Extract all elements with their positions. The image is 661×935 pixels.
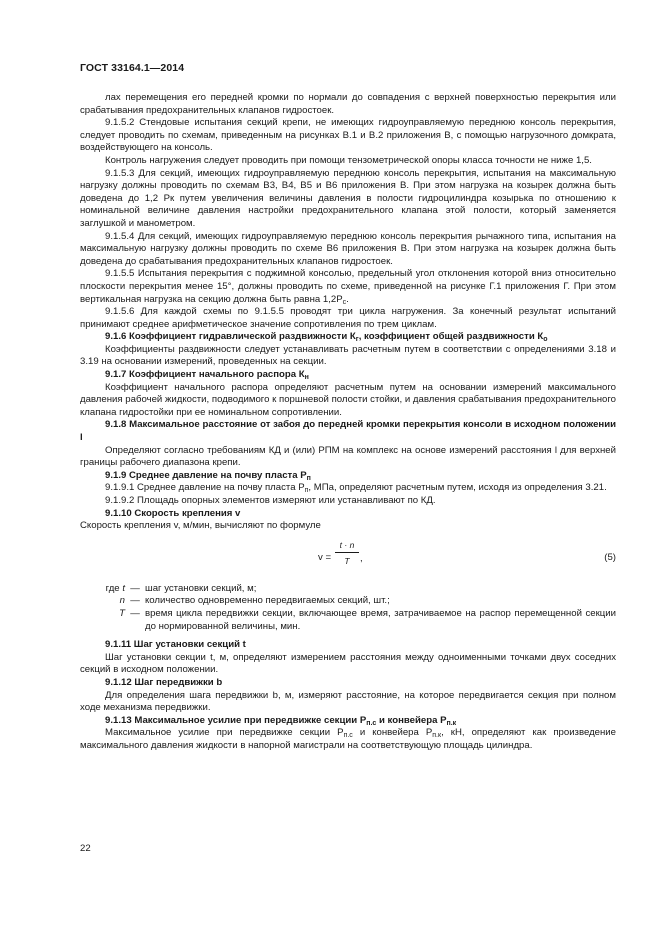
section-heading [80,369,616,382]
paragraph-text: Скорость крепления v, м/мин, вычисляют по формуле [80,520,321,532]
paragraph-text: 9.1.9 Среднее давление на почву пласта Р [105,469,307,481]
paragraph-text: . [346,293,349,305]
subscript: п [306,474,311,482]
subscript: п.с [366,719,377,727]
definition-dash: — [130,607,140,619]
paragraph [80,727,616,752]
paragraph-text: Для определения шага передвижки b, м, измеряют расстояние, на которое передвигается секция при полном ходе механизма передвижки. [80,689,616,714]
paragraph-text: Определяют согласно требованиям КД и (или) РПМ на комплекс на основе измерений расстояния l для верхней границы рабочего диапазона крепи. [80,444,616,469]
subscript: о [543,336,548,344]
paragraph-text: Контроль нагружения следует проводить при помощи тензометрической опоры класса точности не ниже 1,5. [105,154,592,166]
paragraph [80,652,616,677]
paragraph-text: 9.1.13 Максимальное усилие при передвижке секции Р [105,714,367,726]
section-heading [80,639,616,652]
paragraph [80,155,616,168]
section-heading [80,508,616,521]
formula-trail: , [360,552,363,564]
definition-row [80,595,616,608]
subscript: г [355,336,359,344]
paragraph [80,92,616,117]
definition-row [80,583,616,596]
paragraph-text: 9.1.5.6 Для каждой схемы по 9.1.5.5 проводят три цикла нагружения. За конечный результат испытаний принимают среднее арифметическое значение сопротивления по трем циклам. [80,306,616,330]
paragraph-text: 9.1.9.2 Площадь опорных элементов измеряют или устанавливают по КД. [105,495,436,506]
paragraph-text: 9.1.6 Коэффициент гидравлической раздвижности К [105,331,356,343]
document-body [80,92,616,753]
paragraph-text: , коэффициент общей раздвижности К [358,331,544,343]
formula-fraction [335,539,359,568]
paragraph [80,482,616,495]
formula-number: (5) [604,551,616,563]
section-heading [80,419,616,444]
paragraph-text: 9.1.5.2 Стендовые испытания секций крепи, не имеющих гидроуправляемую переднюю консоль перекрытия, следует проводить по схемам, приведенным на рисунках В.1 и В.2 приложения В, с помощью нагрузочного домкрата, воздействующего на консоль. [80,117,616,154]
paragraph-text: 9.1.8 Максимальное расстояние от забоя до передней кромки перекрытия консоли в исходном положении l [80,419,616,444]
formula-fraction-bar [335,552,359,553]
paragraph [80,231,616,269]
paragraph [80,445,616,470]
document-header: ГОСТ 33164.1—2014 [80,62,185,74]
paragraph-text: 9.1.5.3 Для секций, имеющих гидроуправляемую переднюю консоль перекрытия, испытания на максимальную нагрузку должны проводить по схемам В3, В4, В5 и В6 приложения В. При этом нагрузка на козырек должна быть доведена до 1,2 Рк путем увеличения величины давления в полости гидроцилиндра козырька по отношению к номинальной величине давления настройки предохранительного клапана этой полости, который заменяется заглушкой и манометром. [80,167,616,229]
paragraph-text: Коэффициент начального распора определяют расчетным путем на основании измерений максимального давления рабочей жидкости, подводимого к поршневой полости стойки, и давления срабатывания предохранительного клапана гидростойки при ее номинальном сопротивлении. [80,381,616,418]
paragraph-text: Коэффициенты раздвижности следует устанавливать расчетным путем в соответствии с определениями 3.18 и 3.19 на основании измерений, проведенных на секции. [80,343,616,368]
section-heading [80,470,616,483]
paragraph [80,117,616,155]
section-heading [80,715,616,728]
formula-5 [80,539,616,579]
paragraph-text: Максимальное усилие при передвижке секции Р [105,727,344,739]
section-heading [80,677,616,690]
paragraph [80,690,616,715]
paragraph-text: 9.1.5.5 Испытания перекрытия с поджимной консолью, предельный угол отклонения которой вниз относительно плоскости перекрытия менее 15°, должны проводить по схеме, приведенной на рисунке Г.1 приложения Г. При этом вертикальная нагрузка на секцию должна быть равна 1,2Р [80,268,616,305]
paragraph-text: 9.1.12 Шаг передвижки b [105,676,223,688]
paragraph-text: , кН, определяют как произведение максимального давления жидкости в напорной магистрали на соответствующую площадь цилиндра. [80,727,616,751]
paragraph-group-2 [80,639,616,752]
paragraph [80,306,616,331]
paragraph-text: 9.1.7 Коэффициент начального распора К [105,369,305,381]
definition-symbol [80,583,125,596]
definition-text: время цикла передвижки секции, включающее время, затрачиваемое на распор перемещенной секции до нормированной величины, мин. [145,607,616,632]
subscript: п [304,487,309,495]
definition-text: шаг установки секций, м; [145,582,257,594]
paragraph-text: , МПа, определяют расчетным путем, исходя из определения 3.21. [308,482,607,494]
section-heading [80,331,616,344]
definition-dash: — [130,582,140,594]
paragraph [80,344,616,369]
definitions-list [80,583,616,633]
paragraph-text: 9.1.10 Скорость крепления v [105,507,241,519]
definition-symbol [80,595,125,608]
paragraph-text: и конвейера Р [352,727,433,739]
formula-lhs: v = [318,551,332,563]
paragraph [80,520,616,533]
symbol-t: t [122,582,125,594]
paragraph [80,495,616,508]
symbol-n: n [119,595,125,607]
paragraph-text: и конвейера Р [376,714,447,726]
paragraph [80,268,616,306]
definition-text: количество одновременно передвигаемых секций, шт.; [145,595,390,607]
formula-numerator: t · n [339,539,355,550]
subscript: п.к [446,719,457,727]
paragraph-group-1 [80,92,616,533]
definition-row [80,608,616,633]
symbol-T: T [119,607,125,619]
paragraph-text: Шаг установки секции t, м, определяют измерением расстояния между одноименными точками двух соседних секций в исходном положении. [80,651,616,676]
subscript: с [342,298,347,306]
page-number: 22 [80,843,91,854]
paragraph [80,168,616,231]
subscript: н [304,374,309,382]
paragraph-text: 9.1.11 Шаг установки секций t [105,639,246,651]
paragraph [80,382,616,420]
subscript: п.с [343,732,353,740]
definition-symbol [80,608,125,633]
subscript: п.к [432,732,442,740]
paragraph-text: лах перемещения его передней кромки по нормали до совпадения с верхней поверхностью перекрытия или срабатывания предохранительных клапанов гидростоек. [80,92,616,116]
definition-dash: — [130,595,140,607]
formula-denominator: T [344,556,350,567]
paragraph-text: 9.1.5.4 Для секций, имеющих гидроуправляемую переднюю консоль перекрытия рычажного типа, испытания на максимальную нагрузку должны проводить по схеме В6 приложения В. При этом нагрузка на козырек должна быть доведена до срабатывания предохранительных клапанов гидростоек. [80,230,616,267]
where-label: где [105,582,120,594]
paragraph-text: 9.1.9.1 Среднее давление на почву пласта Р [105,482,305,494]
